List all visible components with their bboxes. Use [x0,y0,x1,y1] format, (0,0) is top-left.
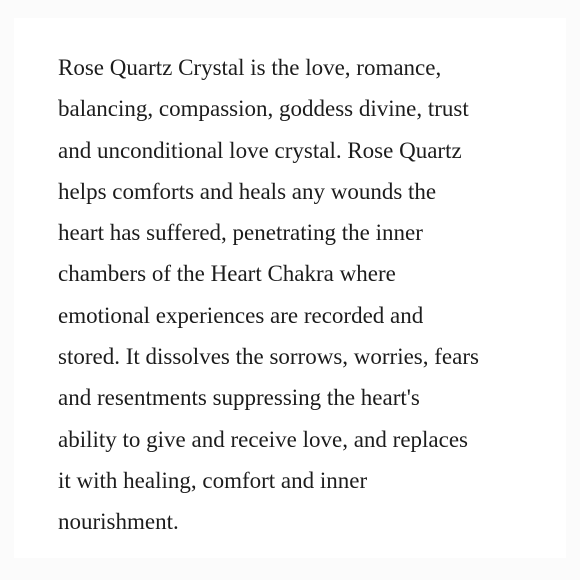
paragraph-line: and resentments suppressing the heart's [58,385,420,411]
paragraph-line: Rose Quartz Crystal is the love, romance, [58,55,442,80]
paragraph-line: emotional experiences are recorded and [58,302,424,328]
paragraph-line: chambers of the Heart Chakra where [58,261,396,287]
body-paragraph [58,47,558,543]
paragraph-line: ability to give and receive love, and replaces [58,426,468,452]
paragraph-line: it with healing, comfort and inner [58,467,368,493]
paragraph-line: stored. It dissolves the sorrows, worries, fears [58,344,479,370]
paragraph-line: balancing, compassion, goddess divine, trust [58,96,469,122]
paragraph-line: helps comforts and heals any wounds the [58,178,437,204]
paragraph-line: and unconditional love crystal. Rose Quartz [58,137,462,163]
paragraph-line: heart has suffered, penetrating the inner [58,220,423,246]
paragraph-line: nourishment. [58,509,179,535]
